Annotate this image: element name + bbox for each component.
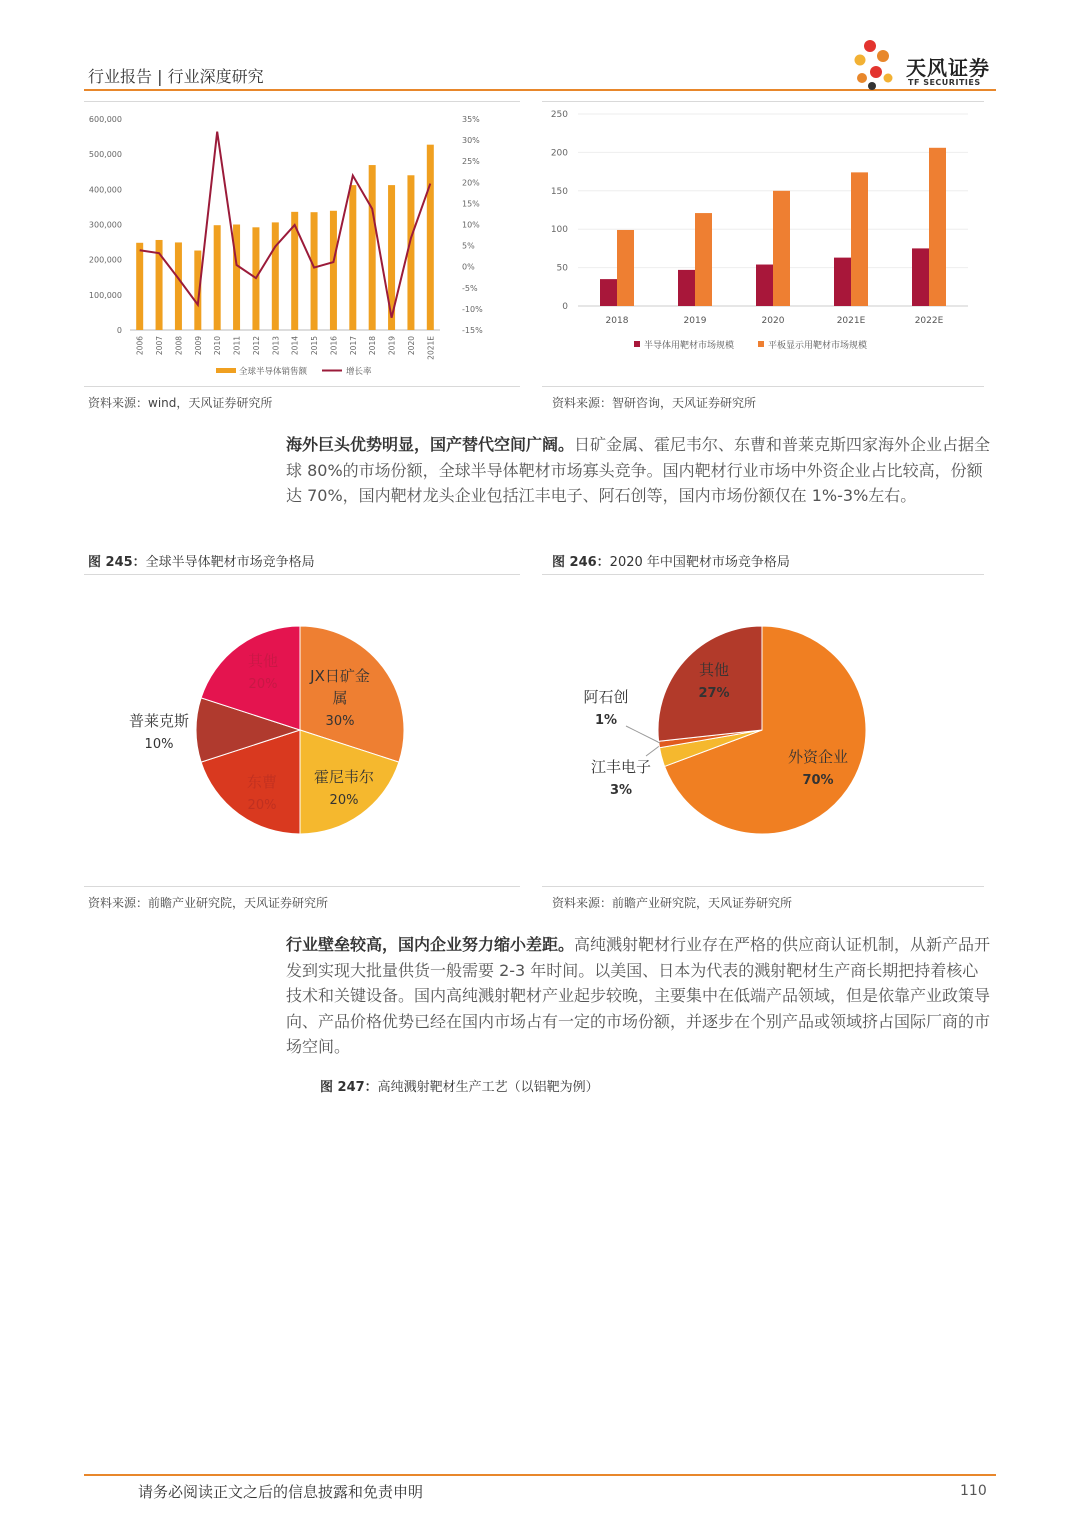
y-right-tick-label: 5% (462, 241, 475, 251)
x-tick-label: 2016 (329, 336, 339, 356)
figure-247-caption: 高纯溅射靶材生产工艺（以铝靶为例） (377, 1080, 599, 1095)
x-tick-label: 2019 (387, 336, 397, 356)
y-right-tick-label: 0% (462, 262, 475, 272)
x-tick-label: 2020 (406, 336, 416, 356)
bar-semiconductor-2018 (600, 279, 617, 306)
bar-semiconductor-2020 (756, 265, 773, 306)
y-tick-label: 200 (550, 148, 568, 159)
x-tick-label: 2012 (251, 336, 261, 356)
figure-245-bottom-rule (84, 886, 520, 887)
pie-slice-value: 20% (329, 793, 359, 808)
target-market-size-chart (542, 104, 984, 384)
x-tick-label: 2018 (605, 316, 629, 326)
panel-rule-top-right (542, 101, 984, 102)
pie-slice-value: 20% (247, 798, 277, 813)
source-note-size: 资料来源：智研咨询，天风证券研究所 (552, 396, 757, 410)
bar-sales-2021E (427, 145, 434, 330)
figure-245-rule (84, 574, 520, 575)
paragraph-1-lead: 海外巨头优势明显，国产替代空间广阔。 (286, 435, 575, 454)
y-right-tick-label: -15% (462, 326, 483, 335)
x-tick-label: 2018 (368, 336, 378, 356)
y-right-tick-label: 25% (462, 157, 480, 167)
page-number: 110 (960, 1483, 987, 1499)
bar-display-2018 (617, 230, 634, 306)
x-tick-label: 2020 (761, 316, 785, 326)
bar-sales-2016 (330, 211, 337, 330)
pie-slice-name: 普莱克斯 (128, 712, 190, 730)
y-right-tick-label: -10% (462, 304, 483, 314)
bar-semiconductor-2021E (834, 258, 851, 306)
x-tick-label: 2017 (348, 336, 358, 356)
pie-slice-value: 10% (144, 737, 174, 752)
bar-display-2022E (929, 148, 946, 306)
logo-subtitle: TF SECURITIES (908, 78, 981, 87)
y-tick-label: 150 (550, 186, 568, 197)
pie-slice-name: JX日矿金 (310, 667, 370, 685)
legend-label-sales: 全球半导体销售额 (239, 367, 308, 377)
paragraph-2-body: 高纯溅射靶材行业存在严格的供应商认证机制，从新产品开发到实现大批量供货一般需要 2-3 年时间。以美国、日本为代表的溅射靶材生产商长期把持着核心技术和关键设备。国内高纯溅射靶材产业起步较晚，主要集中在低端产品领域，但是依靠产业政策导向、产品价格优势已经在国内市场占有一定的市场份额，并逐步在个别产品或领域挤占国际厂商的市场空间。 (286, 935, 991, 1056)
legend-label-growth: 增长率 (346, 367, 372, 377)
x-tick-label: 2007 (155, 336, 165, 356)
pie-slice-3 (658, 626, 762, 741)
paragraph-industry-barrier (286, 932, 994, 1060)
pie-slice-value: 30% (325, 714, 355, 729)
footer-disclaimer: 请务必阅读正文之后的信息披露和免责申明 (138, 1483, 424, 1501)
y-left-tick-label: 500,000 (88, 150, 122, 160)
y-tick-label: 50 (556, 263, 568, 274)
global-target-pie-chart (84, 580, 520, 880)
bar-sales-2017 (349, 185, 356, 330)
y-left-tick-label: 200,000 (88, 255, 122, 265)
pie-slice-value: 27% (698, 686, 730, 701)
pie-slice-name: 其他 (698, 661, 730, 679)
y-right-tick-label: 30% (462, 136, 480, 146)
x-tick-label: 2021E (426, 336, 436, 360)
panel-rule-bottom-right (542, 386, 984, 387)
china-target-pie-chart (542, 580, 984, 880)
y-right-tick-label: 35% (462, 115, 480, 124)
y-left-tick-label: 300,000 (88, 220, 122, 230)
logo-name: 天风证券 (906, 56, 990, 80)
y-left-tick-label: 400,000 (88, 185, 122, 195)
bar-sales-2006 (136, 243, 143, 330)
panel-rule-top-left (84, 101, 520, 102)
figure-246-label: 图 246： (552, 555, 610, 570)
figure-246-bottom-rule (542, 886, 984, 887)
figure-245-caption: 全球半导体靶材市场竞争格局 (145, 555, 315, 570)
y-tick-label: 100 (550, 225, 568, 236)
bar-semiconductor-2019 (678, 270, 695, 306)
y-left-tick-label: 0 (116, 326, 122, 335)
figure-247-label: 图 247： (320, 1080, 378, 1095)
report-header-title: 行业报告 | 行业深度研究 (88, 67, 264, 86)
bar-sales-2011 (233, 225, 240, 331)
x-tick-label: 2014 (290, 336, 300, 356)
panel-rule-bottom-left (84, 386, 520, 387)
x-tick-label: 2021E (836, 316, 866, 326)
bar-sales-2013 (272, 222, 279, 330)
figure-246-title (552, 551, 790, 570)
pie-slice-value: 20% (248, 677, 278, 692)
bar-display-2019 (695, 213, 712, 306)
y-right-tick-label: 15% (462, 199, 480, 209)
x-tick-label: 2013 (271, 336, 281, 356)
y-left-tick-label: 600,000 (88, 115, 122, 124)
bar-sales-2018 (369, 165, 376, 330)
pie-slice-name: 其他 (247, 652, 279, 670)
pie-slice-name: 江丰电子 (590, 758, 652, 776)
legend-label-semiconductor: 半导体用靶材市场规模 (644, 341, 735, 351)
source-note-sales: 资料来源：wind，天风证券研究所 (88, 396, 273, 410)
figure-247-title (320, 1076, 599, 1095)
legend-swatch-sales (216, 368, 236, 373)
y-right-tick-label: 20% (462, 178, 480, 188)
legend-label-display: 平板显示用靶材市场规模 (768, 341, 868, 351)
x-tick-label: 2006 (135, 336, 145, 356)
source-note-figure-245: 资料来源：前瞻产业研究院，天风证券研究所 (88, 896, 329, 910)
x-tick-label: 2009 (193, 336, 203, 356)
pie-slice-value: 70% (802, 773, 834, 788)
legend-swatch-display (758, 341, 764, 347)
y-right-tick-label: -5% (462, 283, 478, 293)
pie-slice-name: 属 (332, 689, 348, 707)
footer-rule (84, 1474, 996, 1476)
pie-slice-value: 1% (594, 713, 618, 728)
figure-245-label: 图 245： (88, 555, 146, 570)
bar-display-2020 (773, 191, 790, 306)
pie-slice-name: 阿石创 (583, 688, 629, 706)
paragraph-1-body: 日矿金属、霍尼韦尔、东曹和普莱克斯四家海外企业占据全球 80%的市场份额，全球半导体靶材市场寡头竞争。国内靶材行业市场中外资企业占比较高，份额达 70%，国内靶材龙头企业包括江丰电子、阿石创等，国内市场份额仅在 1%-3%左右。 (286, 435, 991, 505)
pie-slice-name: 东曹 (246, 773, 278, 791)
y-left-tick-label: 100,000 (88, 290, 122, 300)
paragraph-overseas-giants (286, 432, 994, 509)
x-tick-label: 2015 (310, 336, 320, 356)
x-tick-label: 2010 (213, 336, 223, 356)
growth-rate-line (140, 132, 431, 318)
x-tick-label: 2011 (232, 336, 242, 356)
pie-slice-name: 外资企业 (787, 748, 849, 766)
pie-slice-value: 3% (609, 783, 633, 798)
x-tick-label: 2008 (174, 336, 184, 356)
figure-246-rule (542, 574, 984, 575)
x-tick-label: 2019 (683, 316, 707, 326)
bar-sales-2020 (407, 175, 414, 330)
bar-sales-2010 (214, 225, 221, 330)
y-tick-label: 0 (562, 302, 568, 312)
bar-semiconductor-2022E (912, 248, 929, 306)
bar-display-2021E (851, 172, 868, 306)
figure-245-title (88, 551, 315, 570)
source-note-figure-246: 资料来源：前瞻产业研究院，天风证券研究所 (552, 896, 793, 910)
y-right-tick-label: 10% (462, 220, 480, 230)
legend-swatch-semiconductor (634, 341, 640, 347)
bar-sales-2015 (311, 212, 318, 330)
y-tick-label: 250 (550, 110, 568, 120)
pie-leader-line (626, 726, 660, 743)
figure-246-caption: 2020 年中国靶材市场竞争格局 (609, 555, 790, 570)
pie-slice-name: 霍尼韦尔 (313, 768, 375, 786)
bar-sales-2008 (175, 242, 182, 330)
semiconductor-sales-chart (84, 104, 520, 384)
x-tick-label: 2022E (914, 316, 944, 326)
paragraph-2-lead: 行业壁垒较高，国内企业努力缩小差距。 (286, 935, 575, 954)
